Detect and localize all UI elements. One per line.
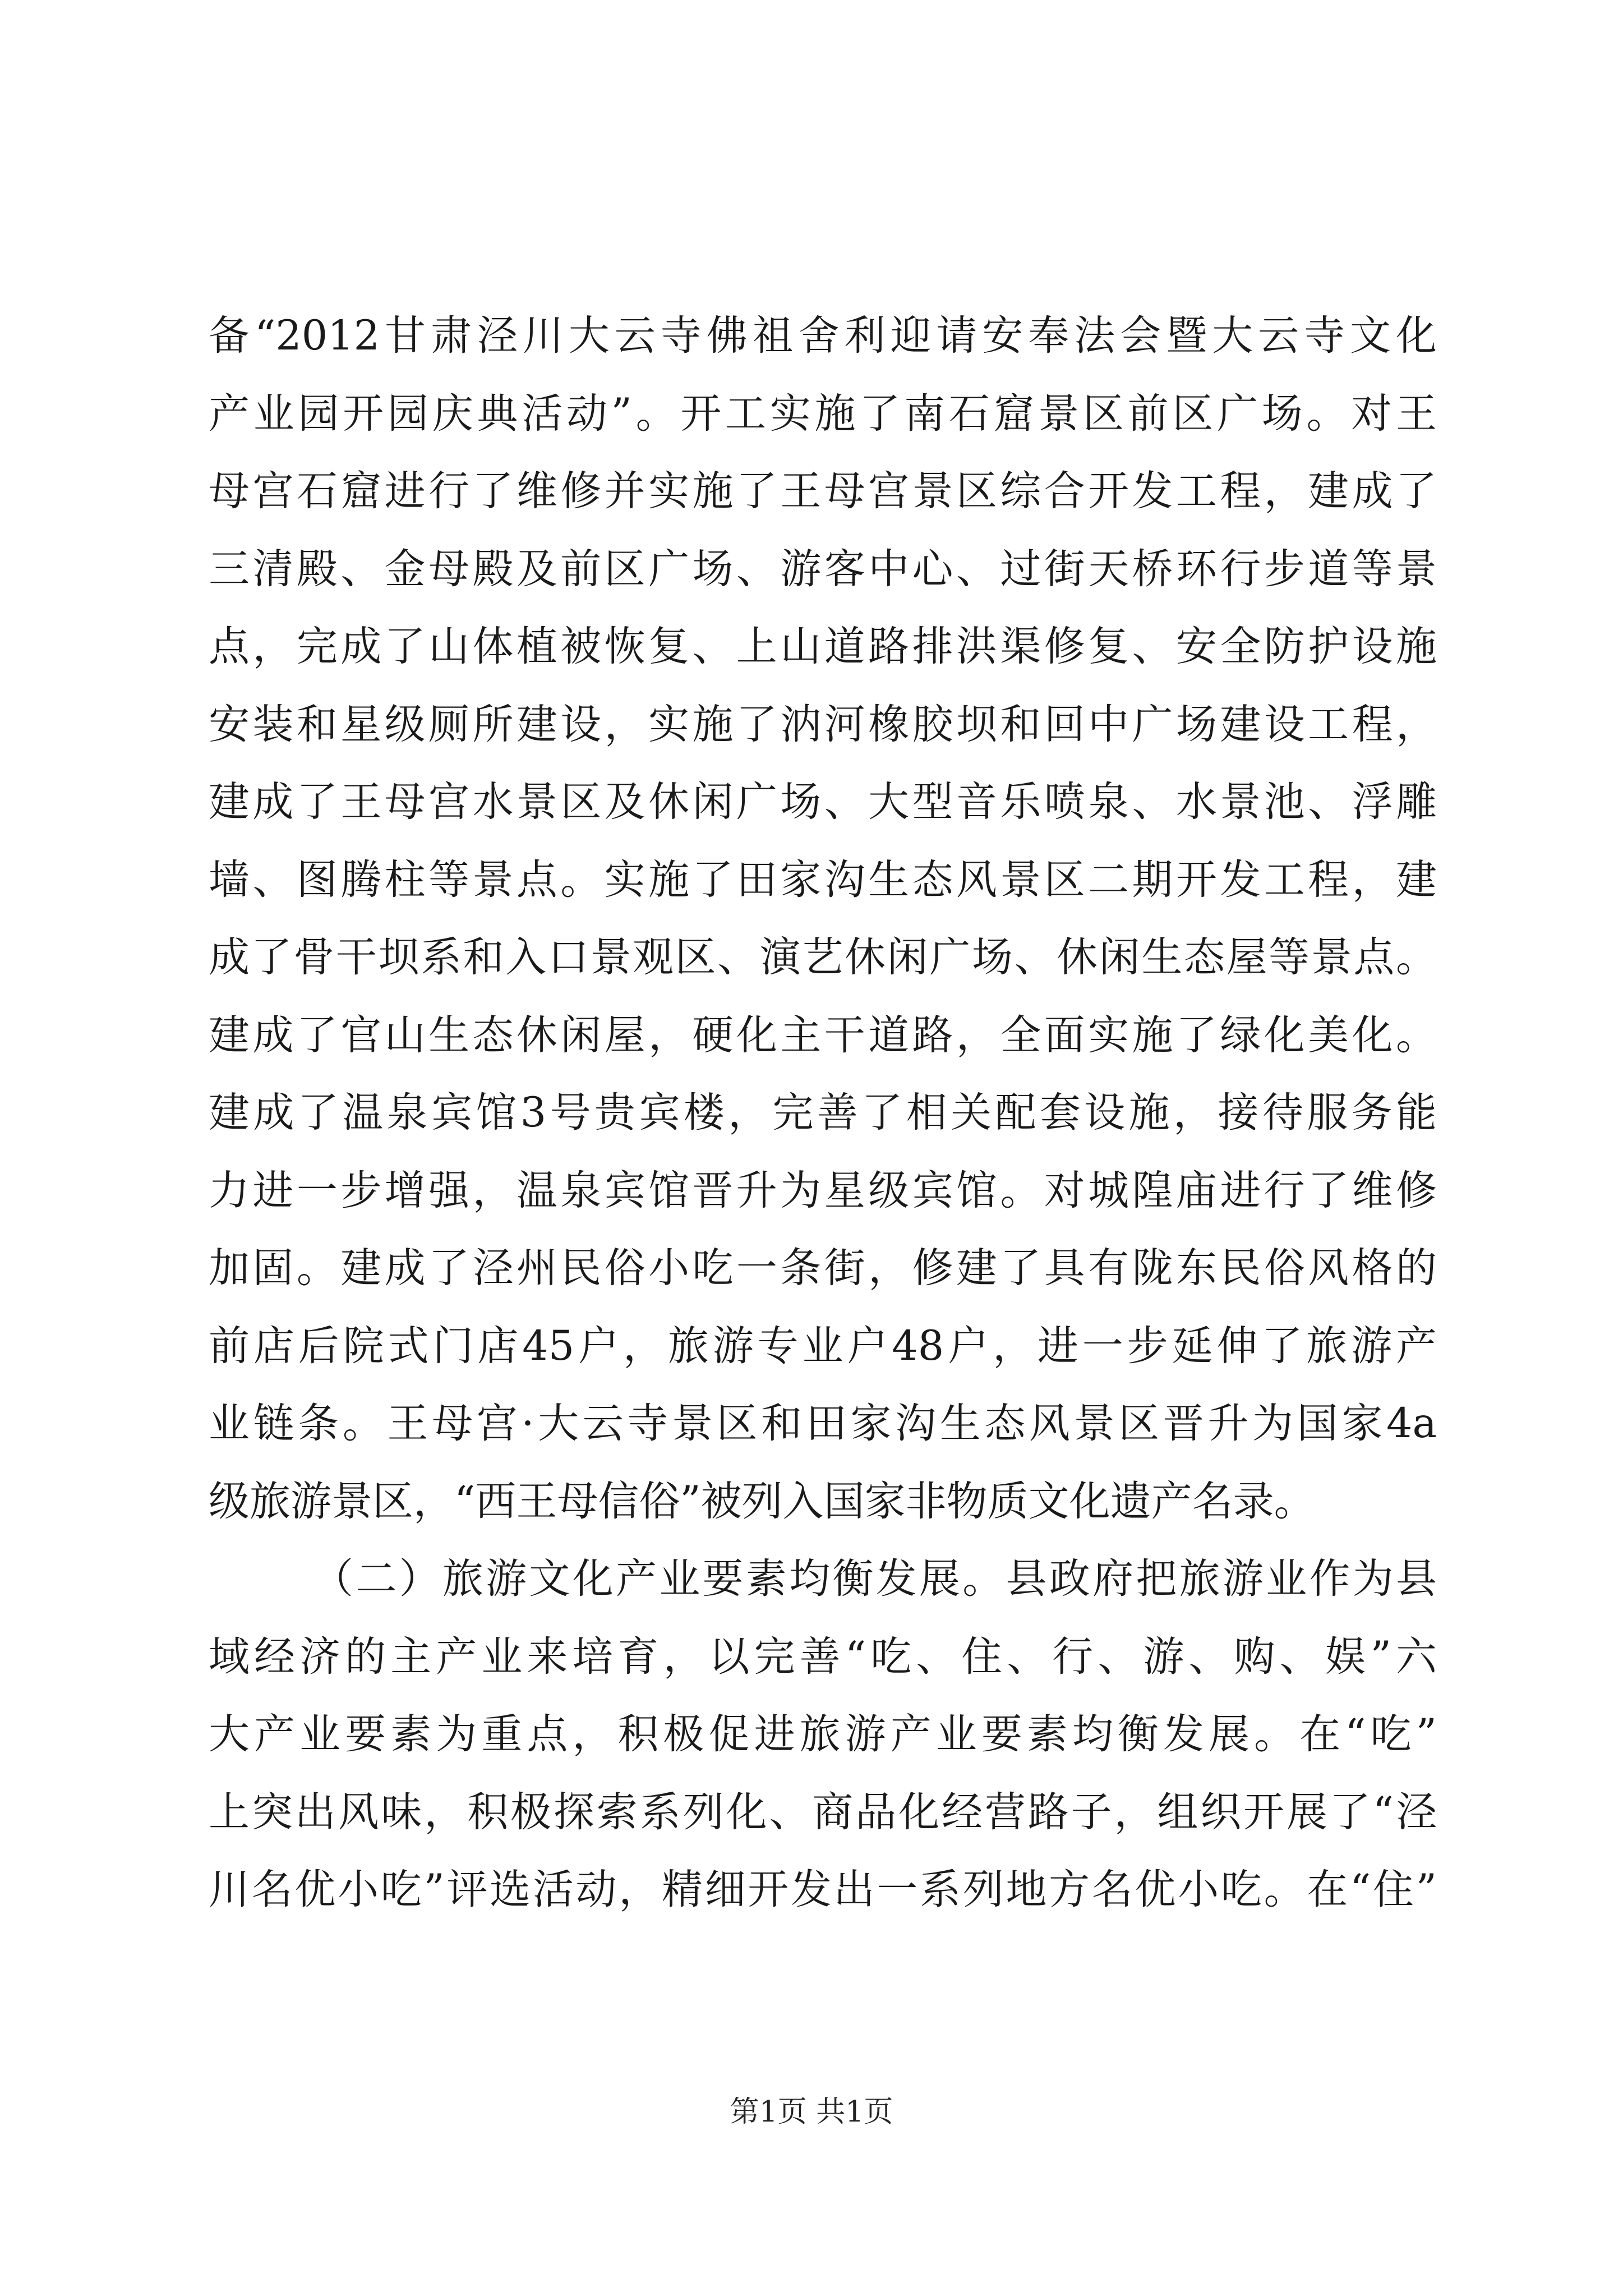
body-text	[209, 297, 1437, 1929]
text-line: 前店后院式门店45户，旅游专业户48户，进一步延伸了旅游产	[209, 1322, 1437, 1370]
text-line: 力进一步增强，温泉宾馆晋升为星级宾馆。对城隍庙进行了维修	[209, 1166, 1437, 1214]
text-line: 川名优小吃”评选活动，精细开发出一系列地方名优小吃。在“住”	[209, 1866, 1437, 1913]
text-line: 墙、图腾柱等景点。实施了田家沟生态风景区二期开发工程，建	[209, 855, 1437, 904]
text-line: 业链条。王母宫·大云寺景区和田家沟生态风景区晋升为国家4a	[209, 1400, 1437, 1447]
text-line: 产业园开园庆典活动”。开工实施了南石窟景区前区广场。对王	[209, 389, 1437, 438]
text-line: 加固。建成了泾州民俗小吃一条街，修建了具有陇东民俗风格的	[209, 1244, 1437, 1292]
text-line: 三清殿、金母殿及前区广场、游客中心、过街天桥环行步道等景	[209, 545, 1437, 593]
page-number-footer: 第1页 共1页	[730, 2095, 893, 2129]
text-line: 域经济的主产业来培育，以完善“吃、住、行、游、购、娱”六	[209, 1632, 1437, 1681]
text-line: 上突出风味，积极探索系列化、商品化经营路子，组织开展了“泾	[209, 1788, 1437, 1836]
text-line: 建成了温泉宾馆3号贵宾楼，完善了相关配套设施，接待服务能	[209, 1089, 1437, 1137]
text-line: 建成了王母宫水景区及休闲广场、大型音乐喷泉、水景池、浮雕	[209, 778, 1437, 826]
text-line: 安装和星级厕所建设，实施了汭河橡胶坝和回中广场建设工程，	[209, 700, 1437, 748]
section-heading-line: （二）旅游文化产业要素均衡发展。县政府把旅游业作为县	[312, 1555, 1437, 1603]
text-line: 建成了官山生态休闲屋，硬化主干道路，全面实施了绿化美化。	[209, 1011, 1437, 1059]
text-line: 成了骨干坝系和入口景观区、演艺休闲广场、休闲生态屋等景点。	[209, 933, 1437, 981]
text-line: 大产业要素为重点，积极促进旅游产业要素均衡发展。在“吃”	[209, 1710, 1437, 1758]
text-line: 级旅游景区，“西王母信俗”被列入国家非物质文化遗产名录。	[209, 1477, 1315, 1525]
text-line: 母宫石窟进行了维修并实施了王母宫景区综合开发工程，建成了	[209, 467, 1437, 515]
text-line: 备“2012甘肃泾川大云寺佛祖舍利迎请安奉法会暨大云寺文化	[209, 312, 1437, 360]
text-line: 点，完成了山体植被恢复、上山道路排洪渠修复、安全防护设施	[209, 623, 1437, 670]
